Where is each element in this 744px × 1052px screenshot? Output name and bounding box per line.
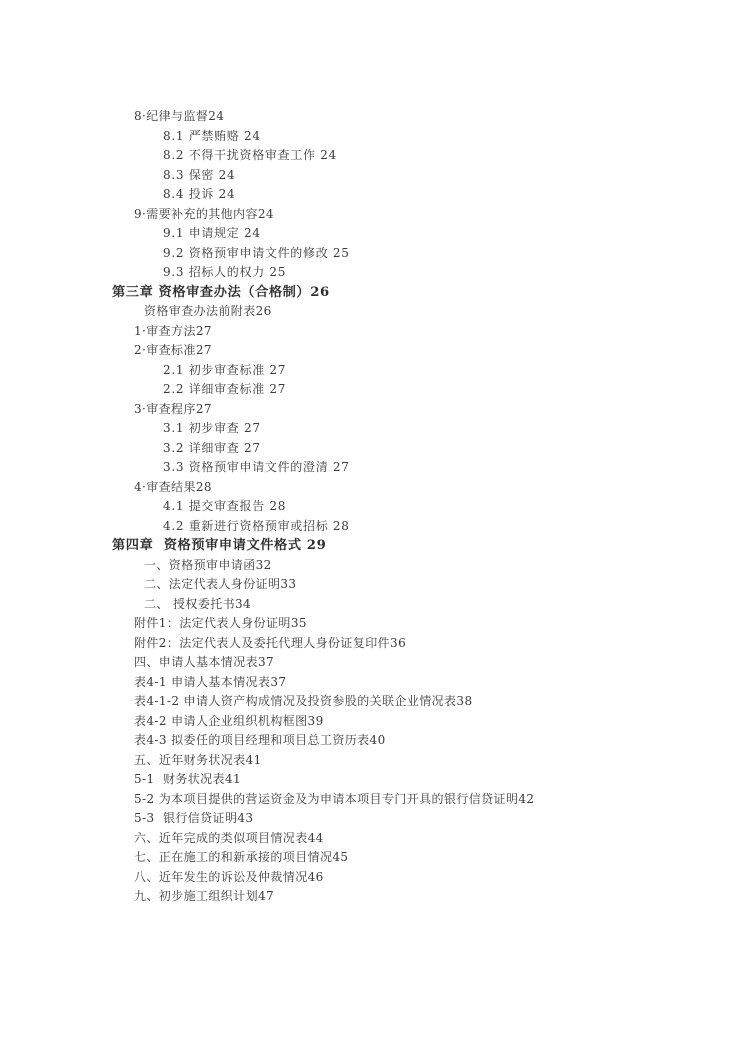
toc-line: 5-3 银行信贷证明43 — [134, 811, 254, 825]
toc-line: 4·审查结果28 — [134, 479, 212, 494]
toc-line: 5-2 为本项目提供的营运资金及为申请本项目专门开具的银行信贷证明42 — [134, 791, 535, 806]
toc-line: 附件2：法定代表人及委托代理人身份证复印件36 — [134, 635, 407, 650]
toc-line: 附件1：法定代表人身份证明35 — [134, 616, 307, 630]
toc-line: 3.2 详细审查 27 — [163, 440, 261, 455]
toc-line: 4.1 提交审查报告 28 — [163, 499, 287, 513]
toc-line: 四、申请人基本情况表37 — [134, 655, 275, 669]
toc-line: 表4-1-2 申请人资产构成情况及投资参股的关联企业情况表38 — [134, 694, 473, 708]
toc-line: 8.4 投诉 24 — [163, 187, 236, 201]
toc-line: 表4-2 申请人企业组织机构框图39 — [134, 713, 324, 728]
toc-line: 3.3 资格预审申请文件的澄清 27 — [163, 460, 350, 474]
toc-line: 8.3 保密 24 — [163, 167, 236, 182]
toc-line: 5-1 财务状况表41 — [134, 772, 242, 786]
toc-line: 9·需要补充的其他内容24 — [134, 206, 274, 221]
toc-line: 资格审查办法前附表26 — [144, 304, 272, 318]
toc-line: 1·审查方法27 — [134, 323, 212, 338]
toc-line: 表4-3 拟委任的项目经理和项目总工资历表40 — [134, 733, 386, 747]
toc-line: 2.1 初步审查标准 27 — [163, 362, 287, 377]
toc-line: 二、法定代表人身份证明33 — [144, 577, 297, 591]
toc-line: 表4-1 申请人基本情况表37 — [134, 674, 287, 689]
toc-line: 六、近年完成的类似项目情况表44 — [134, 830, 324, 845]
toc-line: 2·审查标准27 — [134, 343, 212, 357]
toc-line: 9.3 招标人的权力 25 — [163, 265, 287, 279]
toc-line: 第四章 资格预审申请文件格式 29 — [112, 538, 327, 553]
toc-line: 2.2 详细审查标准 27 — [163, 382, 287, 396]
toc-line: 3·审查程序27 — [134, 401, 212, 416]
table-of-contents — [0, 107, 744, 907]
toc-line: 9.2 资格预审申请文件的修改 25 — [163, 245, 350, 260]
toc-line: 五、近年财务状况表41 — [134, 752, 262, 767]
toc-line: 9.1 申请规定 24 — [163, 226, 261, 240]
toc-line: 八、近年发生的诉讼及仲裁情况46 — [134, 869, 324, 884]
toc-line: 8.1 严禁贿赂 24 — [163, 128, 261, 143]
toc-line: 4.2 重新进行资格预审或招标 28 — [163, 518, 350, 533]
toc-line: 8·纪律与监督24 — [134, 109, 225, 123]
toc-line: 一、资格预审申请函32 — [144, 557, 272, 572]
toc-line: 七、正在施工的和新承接的项目情况45 — [134, 850, 349, 864]
toc-line: 8.2 不得干扰资格审查工作 24 — [163, 148, 337, 162]
toc-line: 第三章 资格审查办法（合格制）26 — [112, 284, 330, 300]
toc-line: 九、初步施工组织计划47 — [134, 889, 275, 903]
toc-line: 二、 授权委托书34 — [144, 596, 252, 611]
toc-line: 3.1 初步审查 27 — [163, 421, 261, 435]
